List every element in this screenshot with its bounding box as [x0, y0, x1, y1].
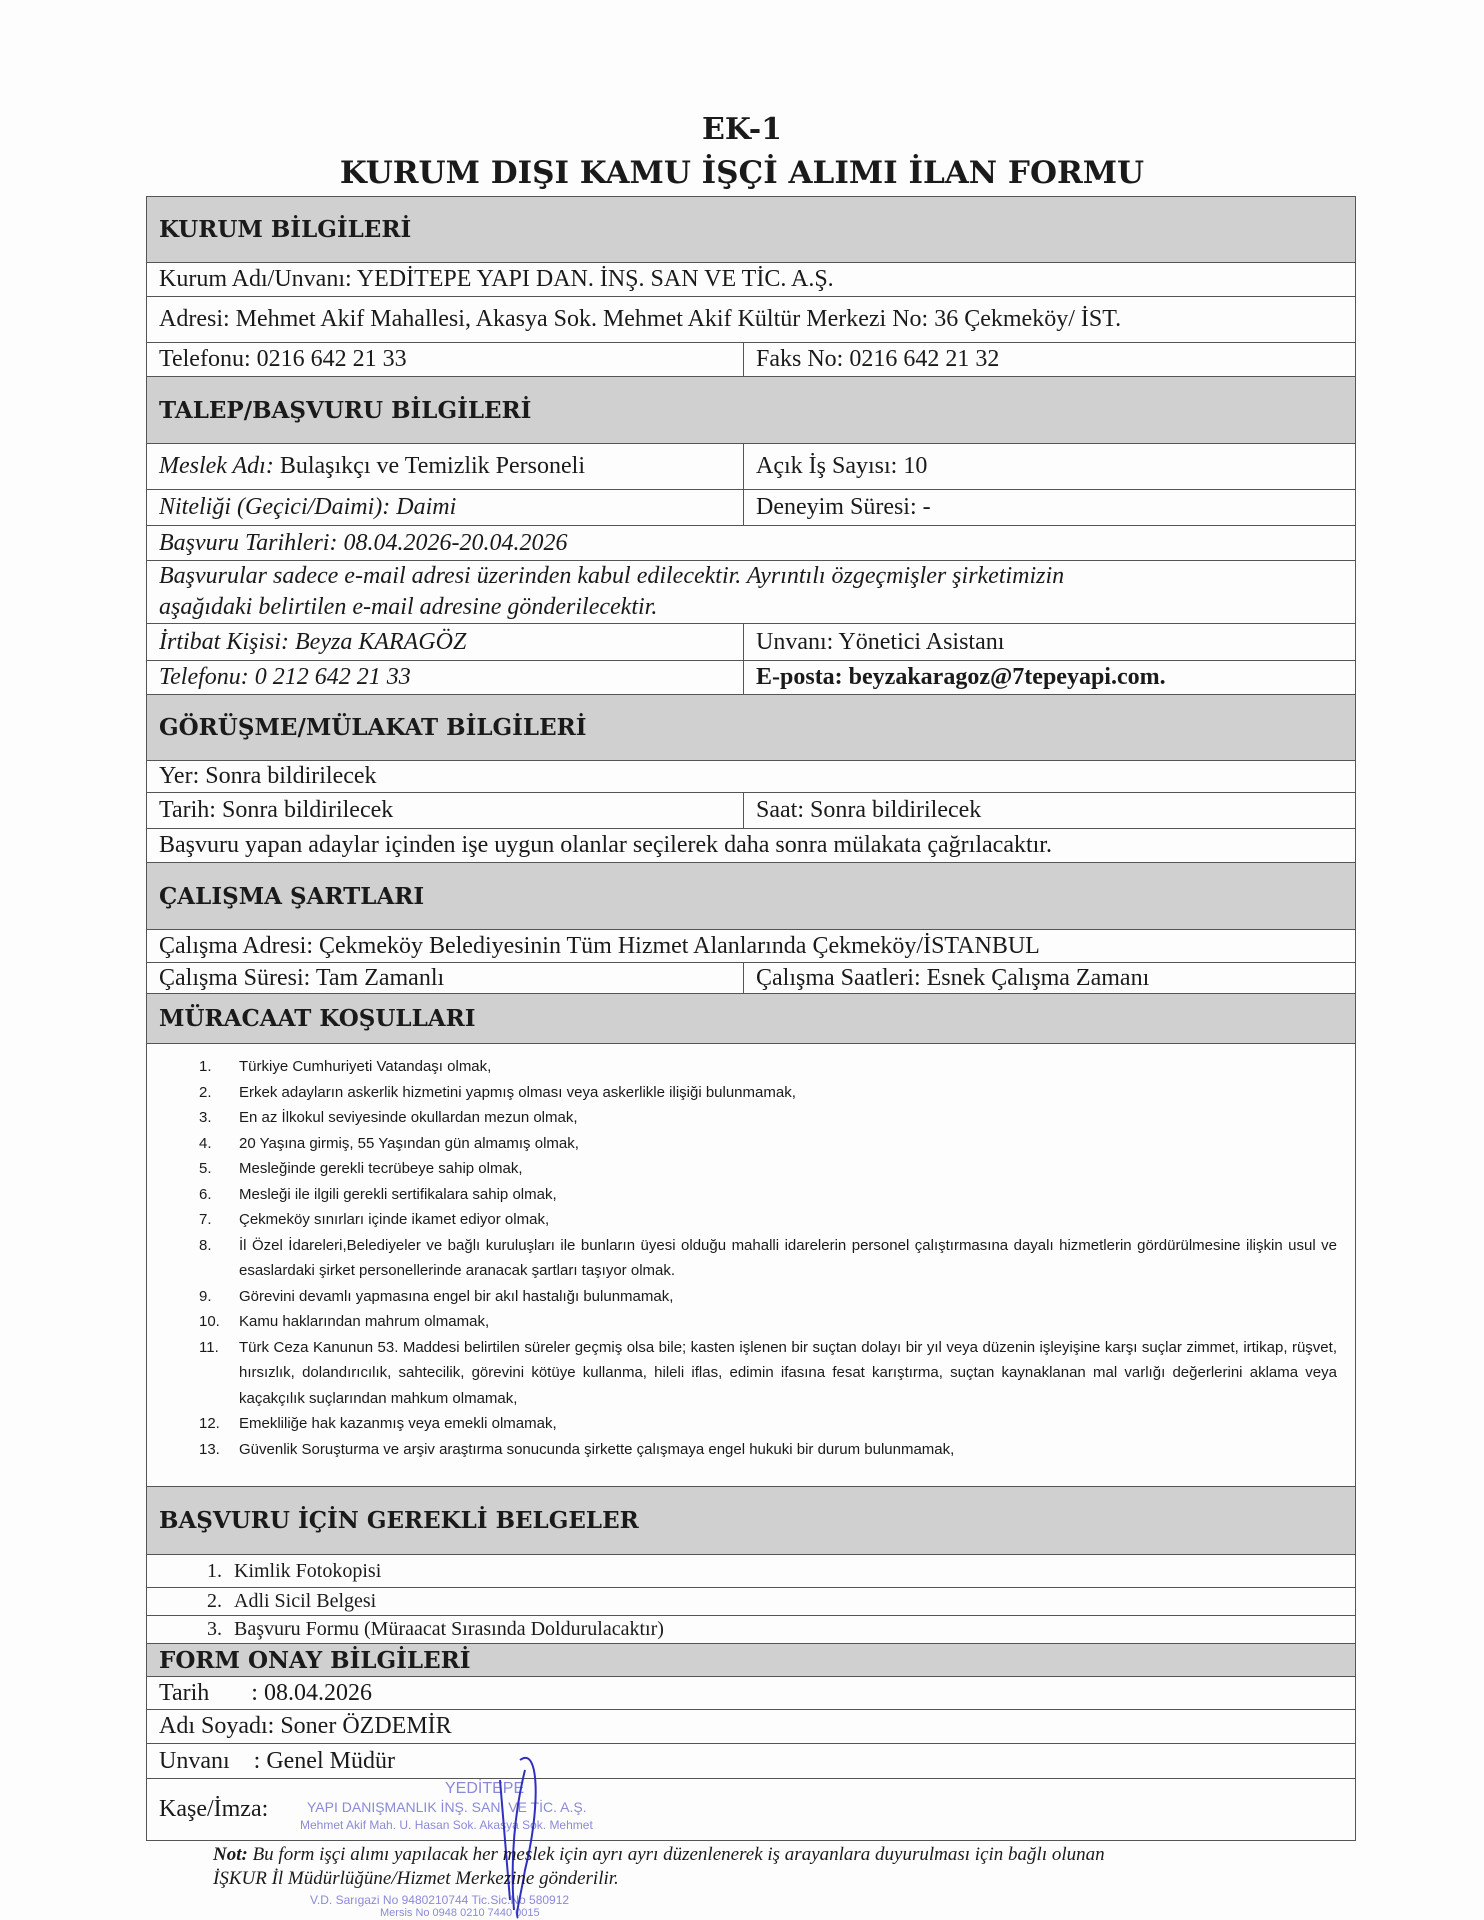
section-title: FORM ONAY BİLGİLERİ — [159, 1646, 471, 1674]
item-number: 8. — [199, 1236, 212, 1254]
form-title: KURUM DIŞI KAMU İŞÇİ ALIMI İLAN FORMU — [339, 155, 1145, 191]
calisma-adres: Çalışma Adresi: Çekmeköy Belediyesinin Tüm Hizmet Alanlarında Çekmeköy/İSTANBUL — [159, 932, 1040, 959]
irtibat-iletisim-row — [146, 661, 1356, 695]
stamp-text: Mehmet Akif Mah. U. Hasan Sok. Akasya Sok. Mehmet — [300, 1818, 593, 1832]
muracaat-item — [199, 1182, 1337, 1208]
section-onay-header — [146, 1644, 1356, 1677]
section-belgeler-header — [146, 1487, 1356, 1555]
item-text: Erkek adayların askerlik hizmetini yapmış olması veya askerlikle ilişiği bulunmamak, — [239, 1083, 796, 1101]
muracaat-item — [199, 1054, 1337, 1080]
section-title: KURUM BİLGİLERİ — [159, 216, 412, 243]
irtibat-kisisi: İrtibat Kişisi: Beyza KARAGÖZ — [159, 628, 467, 655]
note-text: İŞKUR İl Müdürlüğüne/Hizmet Merkezine gönderilir. — [213, 1868, 619, 1889]
muracaat-list — [146, 1044, 1356, 1487]
belge-number: 1. — [207, 1559, 222, 1582]
kurum-faks: Faks No: 0216 642 21 32 — [756, 346, 1000, 372]
section-calisma-header — [146, 863, 1356, 930]
onay-unvan-row — [146, 1744, 1356, 1779]
kurum-adi-row — [146, 263, 1356, 297]
item-number: 11. — [199, 1338, 219, 1356]
item-number: 4. — [199, 1134, 212, 1152]
onay-tarih: Tarih : 08.04.2026 — [159, 1679, 372, 1706]
gorusme-saat: Saat: Sonra bildirilecek — [756, 797, 982, 823]
item-number: 9. — [199, 1287, 212, 1305]
belge-item: Kimlik Fotokopisi — [234, 1559, 382, 1582]
muracaat-item — [199, 1105, 1337, 1131]
item-text: Türk Ceza Kanunun 53. Maddesi belirtilen süreler geçmiş olsa bile; kasten işlenen bir suçtan dolayı bir yıl veya düzenin işleyişine karşı suçlar zimmet, irtikap, rüşvet, hırsızlık, dolandırıcılık, sahtecilik, görevini kötüye kullanma, hileli iflas, edimin ifasına fesat karıştırma, suçtan kaynaklanan mal varlığı değerlerini aklama veya kaçakçılık suçlarından mahkum olmamak, — [239, 1338, 1337, 1407]
muracaat-item — [199, 1335, 1337, 1412]
gorusme-tarih-row — [146, 793, 1356, 829]
meslek-row — [146, 444, 1356, 490]
muracaat-item — [199, 1411, 1337, 1437]
kurum-adres: Adresi: Mehmet Akif Mahallesi, Akasya Sok. Mehmet Akif Kültür Merkezi No: 36 Çekmeköy/ İST. — [159, 306, 1122, 332]
onay-tarih-row — [146, 1677, 1356, 1710]
irtibat-row — [146, 624, 1356, 661]
section-title: BAŞVURU İÇİN GEREKLİ BELGELER — [159, 1507, 639, 1534]
meslek-label: Meslek Adı: — [159, 453, 274, 479]
aciklama-line: Başvurular sadece e-mail adresi üzerinden kabul edilecektir. Ayrıntılı özgeçmişler şirketimizin — [159, 563, 1065, 589]
acik-is-sayisi: Açık İş Sayısı: 10 — [756, 453, 928, 479]
aciklama-row — [146, 561, 1356, 624]
onay-adi-soyadi: Adı Soyadı: Soner ÖZDEMİR — [159, 1713, 452, 1739]
calisma-saatleri: Çalışma Saatleri: Esnek Çalışma Zamanı — [756, 964, 1150, 991]
item-text: Güvenlik Soruşturma ve arşiv araştırma sonucunda şirkette çalışmaya engel hukuki bir durum bulunmamak, — [239, 1440, 955, 1458]
kurum-adres-row — [146, 297, 1356, 343]
muracaat-item — [199, 1284, 1337, 1310]
section-muracaat-header — [146, 994, 1356, 1044]
muracaat-item — [199, 1437, 1337, 1463]
gorusme-tarih: Tarih: Sonra bildirilecek — [159, 797, 394, 823]
belge-row — [146, 1555, 1356, 1588]
stamp-text: YAPI DANIŞMANLIK İNŞ. SAN. VE TİC. A.Ş. — [307, 1799, 587, 1815]
item-text: Kamu haklarından mahrum olmamak, — [239, 1313, 490, 1330]
item-text: Mesleğinde gerekli tecrübeye sahip olmak, — [239, 1160, 523, 1177]
belge-number: 3. — [207, 1618, 222, 1640]
item-number: 12. — [199, 1415, 220, 1432]
section-kurum-header — [146, 196, 1356, 263]
section-title: MÜRACAAT KOŞULLARI — [159, 1005, 476, 1032]
kurum-telefon: Telefonu: 0216 642 21 33 — [159, 346, 407, 372]
section-gorusme-header — [146, 695, 1356, 761]
deneyim: Deneyim Süresi: - — [756, 494, 931, 520]
stamp-text: Mersis No 0948 0210 7440 0015 — [380, 1907, 540, 1919]
item-text: İl Özel İdareleri,Belediyeler ve bağlı kuruluşları ile bunların üyesi olduğu mahalli idarelerin personel çalıştırmasına dayalı hizmetlerin gördürülmesine ilişkin usul ve esaslardaki şirket personellerinde aranacak şartları taşıyor olmak. — [239, 1236, 1337, 1279]
gorusme-not: Başvuru yapan adaylar içinden işe uygun olanlar seçilerek daha sonra mülakata çağrılacaktır. — [159, 832, 1052, 858]
belge-item: Başvuru Formu (Müraacat Sırasında Doldurulacaktır) — [234, 1618, 664, 1640]
section-title: GÖRÜŞME/MÜLAKAT BİLGİLERİ — [159, 714, 587, 741]
annex-label: EK-1 — [701, 112, 783, 147]
form-note — [213, 1843, 1105, 1891]
belge-item: Adli Sicil Belgesi — [234, 1590, 377, 1612]
item-number: 3. — [199, 1109, 212, 1126]
gorusme-yer: Yer: Sonra bildirilecek — [159, 763, 377, 789]
tarihler-row — [146, 526, 1356, 561]
signature-icon — [480, 1750, 580, 1920]
item-number: 2. — [199, 1083, 212, 1101]
yer-row — [146, 761, 1356, 793]
item-text: Mesleği ile ilgili gerekli sertifikalara sahip olmak, — [239, 1185, 557, 1203]
item-text: Çekmeköy sınırları içinde ikamet ediyor olmak, — [239, 1211, 550, 1228]
muracaat-item — [199, 1233, 1337, 1284]
gorusme-not-row — [146, 829, 1356, 863]
muracaat-item — [199, 1080, 1337, 1106]
basvuru-tarihleri: Başvuru Tarihleri: 08.04.2026-20.04.2026 — [159, 529, 568, 556]
belge-row — [146, 1616, 1356, 1644]
onay-unvan: Unvanı : Genel Müdür — [159, 1747, 395, 1774]
item-text: Emekliliğe hak kazanmış veya emekli olmamak, — [239, 1415, 557, 1432]
belge-row — [146, 1588, 1356, 1616]
section-title: TALEP/BAŞVURU BİLGİLERİ — [159, 396, 532, 424]
muracaat-item — [199, 1309, 1337, 1335]
item-number: 13. — [199, 1440, 220, 1458]
item-text: Türkiye Cumhuriyeti Vatandaşı olmak, — [239, 1058, 492, 1075]
stamp-text: YEDİTEPE — [445, 1780, 525, 1797]
calisma-adres-row — [146, 930, 1356, 963]
aciklama-line: aşağıdaki belirtilen e-mail adresine gönderilecektir. — [159, 594, 658, 620]
item-number: 7. — [199, 1211, 212, 1228]
muracaat-item — [199, 1131, 1337, 1157]
note-label: Not: — [213, 1844, 248, 1865]
section-title: ÇALIŞMA ŞARTLARI — [159, 882, 425, 910]
stamp-text: V.D. Sarıgazi No 9480210744 Tic.Sic.No 580912 — [310, 1893, 570, 1907]
item-text: 20 Yaşına girmiş, 55 Yaşından gün almamış olmak, — [239, 1134, 579, 1152]
irtibat-eposta: E-posta: beyzakaragoz@7tepeyapi.com. — [756, 664, 1166, 690]
kurum-iletisim-row — [146, 343, 1356, 377]
meslek-value: Bulaşıkçı ve Temizlik Personeli — [273, 453, 585, 479]
nitelik: Niteliği (Geçici/Daimi): Daimi — [159, 494, 457, 520]
item-number: 5. — [199, 1160, 212, 1177]
section-talep-header — [146, 377, 1356, 444]
item-number: 10. — [199, 1313, 220, 1330]
kase-imza-label: Kaşe/İmza: — [159, 1796, 269, 1822]
onay-adi-row — [146, 1710, 1356, 1744]
irtibat-unvan: Unvanı: Yönetici Asistanı — [756, 628, 1005, 655]
note-text: Bu form işçi alımı yapılacak her meslek için ayrı ayrı düzenlenerek iş arayanlara duyurulması için bağlı olunan — [247, 1844, 1105, 1865]
kurum-adi: Kurum Adı/Unvanı: YEDİTEPE YAPI DAN. İNŞ. SAN VE TİC. A.Ş. — [159, 266, 834, 292]
item-number: 1. — [199, 1058, 212, 1075]
calisma-sure: Çalışma Süresi: Tam Zamanlı — [159, 964, 445, 991]
item-number: 6. — [199, 1185, 212, 1203]
belge-number: 2. — [207, 1590, 222, 1612]
muracaat-item — [199, 1207, 1337, 1233]
calisma-sure-row — [146, 963, 1356, 994]
muracaat-item — [199, 1156, 1337, 1182]
irtibat-telefon: Telefonu: 0 212 642 21 33 — [159, 664, 411, 690]
nitelik-row — [146, 490, 1356, 526]
item-text: Görevini devamlı yapmasına engel bir akıl hastalığı bulunmamak, — [239, 1287, 674, 1305]
item-text: En az İlkokul seviyesinde okullardan mezun olmak, — [239, 1109, 578, 1126]
